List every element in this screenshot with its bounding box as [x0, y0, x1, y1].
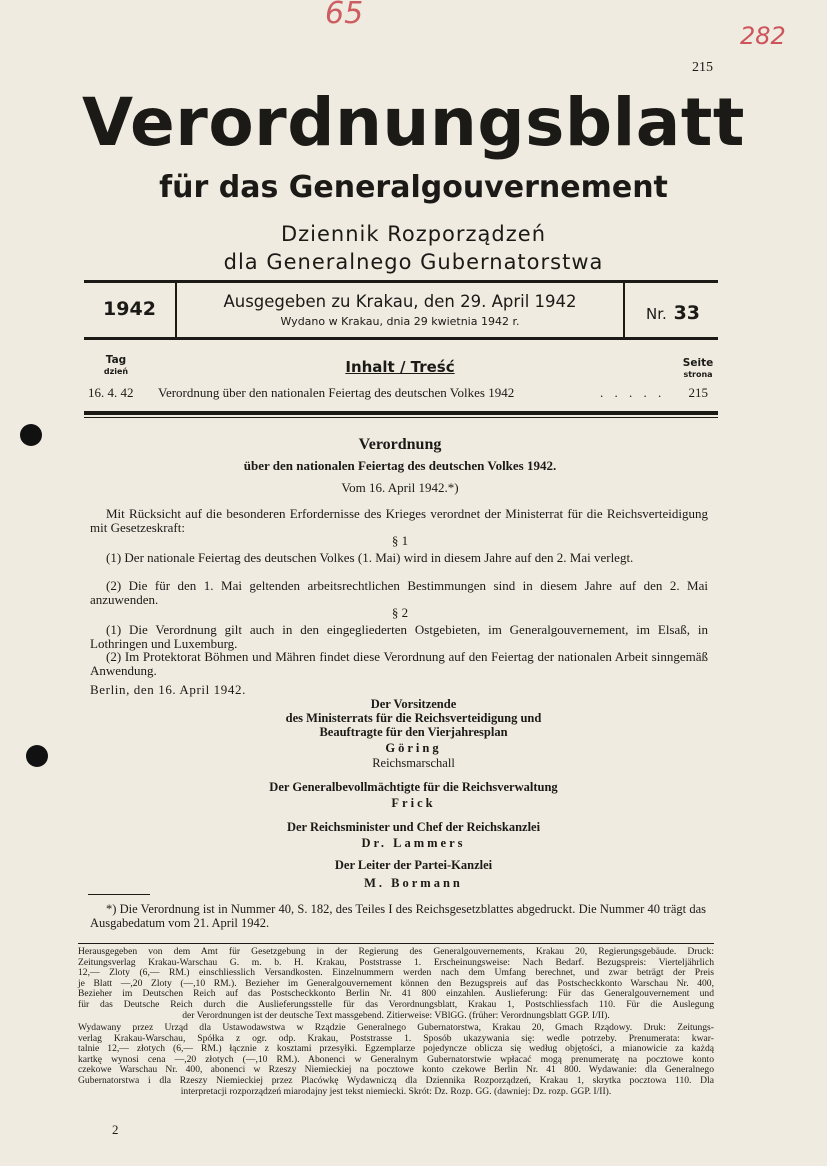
section-1-paragraph-1: (1) Der nationale Feiertag des deutschen Volkes (1. Mai) wird in diesem Jahre auf den 2. Mai verlegt.	[106, 550, 634, 565]
imprint-german	[78, 947, 714, 1021]
signatory-1-name: Göring	[385, 741, 442, 755]
decree-heading: Verordnung	[358, 436, 442, 453]
imprint-polish-line-3: talnie 12,— złotych (6,— RM.) łącznie z kosztami przesyłki. Egzemplarze pojedyncze oblicza się według objętości, a mianowicie za każdą	[78, 1043, 714, 1055]
signatory-1-title-line2: des Ministerrats für die Reichsverteidigung und	[285, 711, 542, 725]
contents-col-page-pl: strona	[683, 370, 713, 379]
page-number: 215	[692, 60, 713, 75]
signatory-1-rank: Reichsmarschall	[372, 756, 455, 770]
contents-col-page-de: Seite	[682, 357, 714, 369]
section-2-paragraph-2: (2) Im Protektorat Böhmen und Mähren findet diese Verordnung auf den Feiertag der nationalen Arbeit sinngemäß Anwendung.	[90, 649, 708, 678]
imprint-polish	[78, 1023, 714, 1097]
footnote: *) Die Verordnung ist in Nummer 40, S. 182, des Teiles I des Reichsgesetzblattes abgedruckt. Die Nummer 40 trägt das Ausgabedatum vom 21. April 1942.	[90, 902, 706, 930]
sheet-number: 2	[112, 1122, 119, 1137]
imprint-polish-line-4: kartkę wynosi cena —,20 złotych (—,10 RM.). Abonenci w Generalnym Gubernatorstwie wpłacać mogą prenumeratę na pocztowe konto	[78, 1053, 714, 1065]
imprint-polish-line-1: Wydawany przez Urząd dla Ustawodawstwa w Rządzie Generalnego Gubernatorstwa, Krakau 20, Gmach Rządowy. Druk: Zeitungs-	[78, 1022, 714, 1033]
signatory-1-title-line1: Der Vorsitzende	[370, 697, 457, 711]
contents-entry-title: Verordnung über den nationalen Feiertag des deutschen Volkes 1942	[158, 385, 515, 400]
imprint-polish-line-2: verlag Krakau-Warschau, Spółka z ogr. odp. Krakau, Poststrasse 1. Sposób ukazywania się: wedle potrzeby. Prenumerata: kwar-	[78, 1032, 714, 1044]
contents-entry-page: 215	[688, 385, 708, 400]
contents-heading: Inhalt / Treść	[345, 358, 455, 376]
signatory-3-title: Der Reichsminister und Chef der Reichskanzlei	[286, 820, 541, 834]
imprint-german-line-2: Zeitungsverlag Krakau-Warschau G. m. b. H. Krakau, Poststrasse 1. Erscheinungsweise: Nach Bedarf. Bezugspreis: Vierteljährlich	[78, 956, 714, 968]
section-1-mark: § 1	[391, 533, 409, 548]
contents-bottom-rule-thick	[84, 411, 718, 415]
issue-number-label: Nr.	[646, 305, 667, 323]
issue-year: 1942	[103, 298, 156, 320]
imprint-german-line-4: je Blatt —,20 Zloty (—,10 RM.). Bezieher im Generalgouvernement können den Bezugspreis auf das Postscheckkonto Warschau Nr. 400,	[78, 977, 714, 989]
section-1-paragraph-2: (2) Die für den 1. Mai geltenden arbeitsrechtlichen Bestimmungen sind in diesem Jahre auf den 2. Mai anzuwenden.	[90, 578, 708, 607]
issue-box-divider-right	[623, 280, 625, 340]
imprint-polish-line-7: interpretacji rozporządzeń miarodajny jest tekst niemiecki. Skrót: Dz. Rozp. GG. (dawniej: Dz. rozp. GGP. I/II).	[180, 1085, 612, 1097]
masthead-title: Verordnungsblatt	[82, 84, 745, 161]
decree-dated: Vom 16. April 1942.*)	[341, 480, 459, 495]
signatory-3-name: Dr. Lammers	[361, 836, 466, 850]
section-2-mark: § 2	[391, 605, 409, 620]
issue-number-value: 33	[673, 302, 701, 324]
imprint-polish-line-6: Gubernatorstwa i dla Rzeszy Niemieckiej przez Placówkę Wydawniczą dla Dziennika Rozporządzeń, Krakau 1, skrytka pocztowa 110. Dla	[78, 1074, 714, 1086]
handwritten-mark-corner: 282	[740, 22, 786, 50]
decree-preamble: Mit Rücksicht auf die besonderen Erfordernisse des Krieges verordnet der Ministerrat für die Reichsverteidigung mit Gesetzeskraft:	[90, 506, 708, 535]
imprint-polish-line-5: czekowe Warschau Nr. 400, abonenci w Rzeszy Niemieckiej na pocztowe konto czekowe Berlin Nr. 41 800. Wydawanie: dla Generalnego	[78, 1064, 714, 1076]
contents-bottom-rule-thin	[84, 417, 718, 418]
imprint-german-line-7: der Verordnungen ist der deutsche Text massgebend. Zitierweise: VBlGG. (früher: Verordnungsblatt GGP. I/II).	[182, 1009, 610, 1021]
contents-col-day-de: Tag	[105, 354, 127, 366]
imprint-german-line-6: für das Deutsche Reich durch die Auslieferungsstelle für das Verordnungsblatt, Krakau 1, Postschliessfach 110. Für die Auslegung	[78, 998, 714, 1010]
signatory-4-title: Der Leiter der Partei-Kanzlei	[334, 858, 493, 872]
issue-date-german: Ausgegeben zu Krakau, den 29. April 1942	[223, 292, 577, 311]
masthead-subtitle: für das Generalgouvernement	[159, 170, 668, 205]
handwritten-mark-top: 65	[325, 0, 364, 31]
contents-col-page	[676, 357, 720, 381]
footnote-rule	[88, 894, 150, 895]
contents-col-day-pl: dzień	[103, 367, 129, 376]
imprint-german-line-3: 12,— Zloty (6,— RM.) einschliesslich Versandkosten. Einzelnummern werden nach dem Umfang berechnet, und zwar beträgt der Preis	[78, 967, 714, 979]
signatory-2-name: Frick	[391, 796, 436, 810]
section-2-paragraph-1: (1) Die Verordnung gilt auch in den eingegliederten Ostgebieten, im Generalgouvernement, im Elsaß, in Lothringen und Luxemburg.	[90, 622, 708, 651]
issue-date-polish: Wydano w Krakau, dnia 29 kwietnia 1942 r.	[280, 315, 520, 328]
masthead-polish-line2: dla Generalnego Gubernatorstwa	[223, 250, 604, 274]
signatory-4-name: M. Bormann	[364, 876, 463, 890]
decree-subheading: über den nationalen Feiertag des deutschen Volkes 1942.	[243, 458, 557, 473]
signatory-2-title: Der Generalbevollmächtigte für die Reichsverwaltung	[269, 780, 558, 794]
imprint-german-line-5: Bezieher im Deutschen Reich auf das Postscheckkonto Berlin Nr. 41 800 einzahlen. Auslieferung: Für das Generalgouvernement und	[78, 988, 714, 1000]
contents-entry-dots: . . . . .	[600, 385, 666, 400]
issue-number	[646, 302, 700, 324]
signatory-1-title-line3: Beauftragte für den Vierjahresplan	[319, 725, 508, 739]
masthead-polish-line1: Dziennik Rozporządzeń	[280, 222, 547, 246]
decree-place-date: Berlin, den 16. April 1942.	[90, 682, 246, 697]
imprint-german-line-1: Herausgegeben von dem Amt für Gesetzgebung in der Regierung des Generalgouvernements, Krakau 20, Regierungsgebäude. Druck:	[78, 946, 714, 957]
imprint-rule	[78, 943, 714, 944]
contents-entry-date: 16. 4. 42	[88, 385, 134, 400]
